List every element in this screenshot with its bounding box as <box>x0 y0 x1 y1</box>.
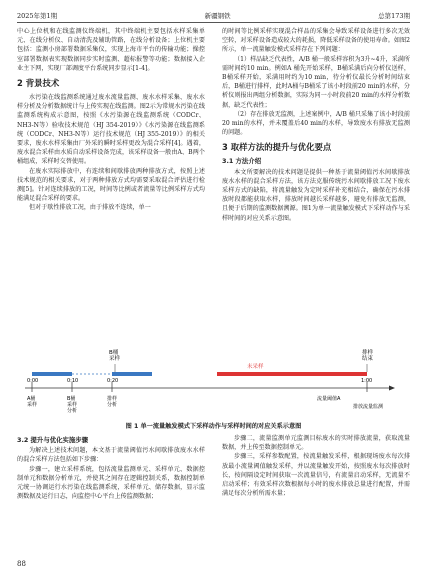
paragraph: 步骤二，流量监测单元监测目标废水的实时排放流量，获取流量数据，并上传至数据控制单元。 <box>222 435 410 452</box>
axis-arrow <box>389 386 395 391</box>
paragraph: 的时间等比例采样实现混合样品的采集会导致采样设备进行多次无效空转，对采样设备造成较大的耗损，降低采样设备的使用寿命。如图2所示，单一流量触发模式采样存在下列问题： <box>222 28 410 54</box>
paragraph: 中心上位机和在线监测仪终端机，其中终端机主要包括水样采集单元、在线分析仪、自动清洗及辅助管路，在线分析设备；上位机主要包括：监测小房部署数据采集仪，实现上海市平台的传输功能；操控室部署数据表实现数据同步实时监测、超标报警等功能；数据接入企业主下网，实现厂部调度平台系统同步显示[1-4]。 <box>17 28 205 72</box>
paragraph: 为解决上述技术问题，本文基于流量阈值污水间歇排放废水水样的混合采样方法包括如下步骤： <box>17 447 205 464</box>
a-bucket-bar <box>32 372 72 376</box>
time-label: 0:20 <box>107 378 119 384</box>
time-label: 0:10 <box>67 378 79 384</box>
paragraph: 在废水实际排放中，有连续和间歇排放两种排放方式，按照上述技术规范的相关要求，对于两种排放方式均需要采取混合评估进行检测[5]。针对连续排放的工况，时间等比例或者流量等比例采样方式均能满足混合采样的要求。 <box>17 167 205 203</box>
header-total-issue: 总第173期 <box>378 11 410 20</box>
b-bucket-bar <box>112 372 152 376</box>
timing-diagram <box>17 342 410 418</box>
time-label: 1:00 <box>361 378 373 384</box>
paragraph: （2）存在排放无监测，上述案例中，A/B 桶只采集了该小时段前20 min的水样，并未覆盖后40 min的水样，导致废水有排放无监测的问题。 <box>222 110 410 137</box>
time-axis-label: 排放流量监测 <box>353 404 384 410</box>
no-sampling-bar <box>217 372 367 376</box>
section-heading-3: 3 取样方法的提升与优化要点 <box>222 142 332 153</box>
figure-1 <box>17 342 410 418</box>
b-bucket-sample-label: B桶采样分析 <box>67 396 78 414</box>
paragraph: 本文所要解决的技术问题是提供一种基于流量阈值污水间歇排放废水水样的混合采样方法，该方法克服传统污水间歇排放工况下废水采样方式的缺陷，将流量触发为定时采样补充相结合，确保在污水排放时段都能获取水样，排放时间越长采样越多，避免有排放无监测，且便于后期的监测数据溯源。图1为单一流量触发模式下采样动作与采样时间的对应关系示意图。 <box>222 168 410 222</box>
bottom-right-column <box>222 434 410 498</box>
continuous-discharge-label: 排样分析 <box>107 396 118 408</box>
paragraph: 步骤一，建立采样系统，包括流量监测单元、采样单元、数据控制单元和数据分析单元，并使其之间存在逻辑控制关系，数据控制单元统一协调运行水污染在线监测系统，采样单元、储存数据，显示监测数据及运行日志，向监控中心平台上传监测数据； <box>17 465 205 501</box>
header-rule <box>17 22 410 23</box>
page-number: 88 <box>17 560 26 568</box>
subsection-heading: 3.2 提升与优化实施步骤 <box>17 436 89 444</box>
time-label: 0:00 <box>27 378 39 384</box>
running-header <box>17 9 410 21</box>
subsection-heading: 3.1 方法介绍 <box>222 157 262 166</box>
right-column <box>222 27 410 223</box>
paragraph: 水污染在线监测系统通过废水流量监测、废水水样采集、废水水样分析及分析数据统计与上传实现在线监测。图2示为常规水污染在线监测系统构成示意图，按照《水污染源在线监测系统（CODCr、NH3-N等）验收技术规范（HJ 354-2019）》《水污染源在线监测系统（CODCr、NH3-N等）运行技术规范（HJ 355-2019）》的相关要求，废水水样采集由厂外采的瞬时采样更改为混合采样[4]。遇着，废水混合采样由水质自动采样设备完成，该采样设备一般由A、B两个桶组成，采样时交替使用。 <box>17 94 205 166</box>
a-bucket-sample-label: A桶采样 <box>27 396 38 408</box>
header-issue: 2025年第1期 <box>17 11 58 20</box>
paragraph: 步骤三，采样参数配置，按流量触发采样，根据现场废水每次排放最小流量阈值触发采样，并以流量触发开始，按照废水每次排放时长，按间隔设定时间获取一次流量信号，有流量启动采样，无流量不启动采样；有效采样次数根据每小时的废水排放总量进行配置，并需满足每次分析所需水量； <box>222 453 410 498</box>
header-journal: 新疆钢铁 <box>204 11 231 20</box>
b-bucket-label: B桶采样 <box>109 350 121 362</box>
section-heading-2: 2 背景技术 <box>17 78 60 89</box>
figure-caption: 图 1 单一流量触发模式下采样动作与采样时间的对应关系示意图 <box>125 423 302 430</box>
no-sampling-label: 未采样 <box>247 364 264 370</box>
paragraph: 但对于歇性排放工况，由于排放不连续，单一 <box>29 204 151 212</box>
flow-threshold-label: 流量阈值A <box>317 396 341 402</box>
bottom-left-column <box>17 434 205 501</box>
left-column <box>17 27 205 213</box>
discharge-label: 排样结束 <box>362 350 374 362</box>
paragraph: （1）样品缺乏代表性，A/B 桶一般采样容积为3升~4升，采满所需时间约10 min。例如A 桶先开始采样，B桶采满后向分析仪送样，B桶采样开始，采满用时约为10 min，待分析仪最长分析时间结束后，B桶进行排样，此时A桶与B桶采了该小时段前20 min的水样，分析仪则报出两组分析数据，实际为同一小时段前20 min的水样分析数据，缺乏代表性； <box>222 55 410 109</box>
